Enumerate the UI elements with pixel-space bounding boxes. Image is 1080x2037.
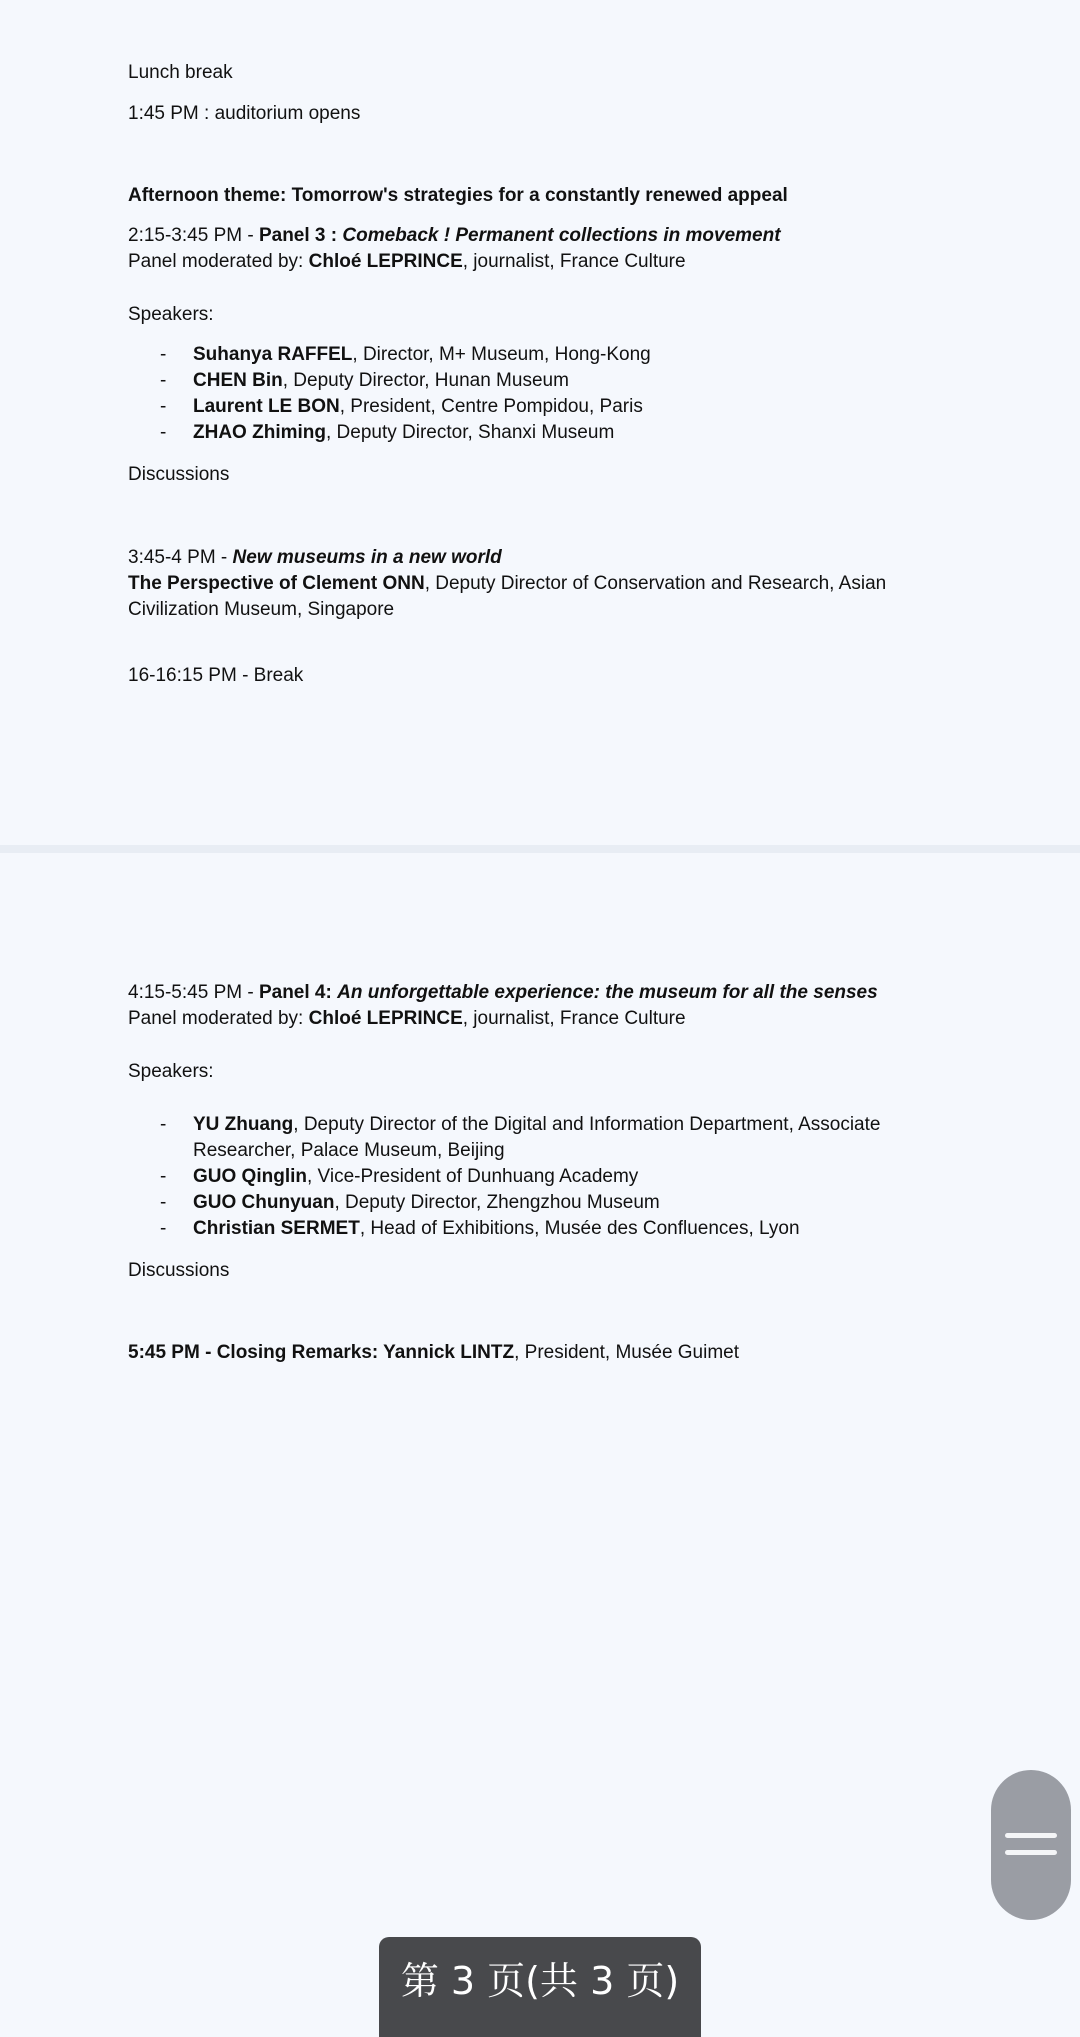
speaker-name: CHEN Bin xyxy=(193,370,283,391)
speaker-role: , Deputy Director of the Digital and Information Department, Associate xyxy=(293,1114,881,1135)
page-separator xyxy=(0,845,1080,853)
speaker-role: , Deputy Director, Shanxi Museum xyxy=(325,422,615,443)
panel4-title: An unforgettable experience: the museum for all the senses xyxy=(337,982,878,1003)
break-line: 16-16:15 PM - Break xyxy=(128,665,304,686)
speaker-role: , Head of Exhibitions, Musée des Confluences, Lyon xyxy=(359,1218,800,1239)
speaker-name: GUO Chunyuan xyxy=(193,1192,335,1213)
speaker-role: , Vice-President of Dunhuang Academy xyxy=(307,1166,639,1187)
speaker-item xyxy=(193,342,651,368)
speaker-item xyxy=(193,1190,660,1216)
speaker-item xyxy=(193,1164,638,1190)
bullet: - xyxy=(160,1114,167,1135)
moderated-prefix: Panel moderated by: xyxy=(128,1008,309,1029)
document-page-lower xyxy=(0,853,1080,2028)
moderator-role: , journalist, France Culture xyxy=(462,251,686,272)
panel3-discussions: Discussions xyxy=(128,464,230,485)
bullet: - xyxy=(160,396,167,417)
moderator-name: Chloé LEPRINCE xyxy=(308,251,463,272)
afternoon-theme-heading: Afternoon theme: Tomorrow's strategies for a constantly renewed appeal xyxy=(128,185,788,206)
new-museums-time: 3:45-4 PM - xyxy=(128,547,233,568)
speaker-role: , Deputy Director, Zhengzhou Museum xyxy=(334,1192,660,1213)
bullet: - xyxy=(160,1166,167,1187)
auditorium-opens: 1:45 PM : auditorium opens xyxy=(128,103,361,124)
speaker-item xyxy=(193,394,643,420)
panel4-speakers-label: Speakers: xyxy=(128,1061,214,1082)
perspective-role: , Deputy Director of Conservation and Research, Asian xyxy=(424,573,887,594)
speaker-item xyxy=(193,1112,880,1138)
new-museums-title: New museums in a new world xyxy=(232,547,502,568)
scroll-handle[interactable] xyxy=(991,1770,1071,1920)
speaker-name: GUO Qinglin xyxy=(193,1166,307,1187)
speaker-item xyxy=(193,420,614,446)
page-indicator: 第 3 页(共 3 页) xyxy=(379,1937,701,2037)
speaker-item xyxy=(193,1216,800,1242)
bullet: - xyxy=(160,1218,167,1239)
bullet: - xyxy=(160,344,167,365)
panel4-time: 4:15-5:45 PM - xyxy=(128,982,259,1003)
speaker-role: , Director, M+ Museum, Hong-Kong xyxy=(352,344,651,365)
bullet: - xyxy=(160,422,167,443)
panel4-discussions: Discussions xyxy=(128,1260,230,1281)
perspective-line-cont: Civilization Museum, Singapore xyxy=(128,599,395,620)
speaker-name: ZHAO Zhiming xyxy=(193,422,326,443)
document-page-upper xyxy=(0,0,1080,845)
speaker-item xyxy=(193,368,569,394)
panel4-label: Panel 4: xyxy=(258,982,338,1003)
closing-remarks xyxy=(128,1340,739,1366)
closing-remarks-title: 5:45 PM - Closing Remarks: Yannick LINTZ xyxy=(128,1342,515,1363)
hamburger-icon-line xyxy=(1005,1850,1057,1855)
speaker-name: Christian SERMET xyxy=(193,1218,360,1239)
panel3-title: Comeback ! Permanent collections in movement xyxy=(342,225,781,246)
closing-remarks-role: , President, Musée Guimet xyxy=(514,1342,740,1363)
speaker-role: , Deputy Director, Hunan Museum xyxy=(282,370,569,391)
moderator-role: , journalist, France Culture xyxy=(462,1008,686,1029)
moderator-name: Chloé LEPRINCE xyxy=(308,1008,463,1029)
panel3-moderator-line xyxy=(128,249,686,275)
panel3-label: Panel 3 : xyxy=(258,225,343,246)
hamburger-icon xyxy=(1005,1833,1057,1838)
perspective-title: The Perspective of Clement ONN xyxy=(128,573,425,594)
panel3-time: 2:15-3:45 PM - xyxy=(128,225,259,246)
panel3-heading xyxy=(128,223,781,249)
speaker-name: Laurent LE BON xyxy=(193,396,340,417)
panel4-heading xyxy=(128,980,878,1006)
panel4-moderator-line xyxy=(128,1006,686,1032)
speaker-role: , President, Centre Pompidou, Paris xyxy=(339,396,643,417)
panel3-speakers-label: Speakers: xyxy=(128,304,214,325)
moderated-prefix: Panel moderated by: xyxy=(128,251,309,272)
bullet: - xyxy=(160,370,167,391)
speaker-name: Suhanya RAFFEL xyxy=(193,344,353,365)
perspective-line xyxy=(128,571,886,597)
speaker-name: YU Zhuang xyxy=(193,1114,294,1135)
new-museums-heading xyxy=(128,545,502,571)
bullet: - xyxy=(160,1192,167,1213)
lunch-break: Lunch break xyxy=(128,62,233,83)
speaker-item-cont: Researcher, Palace Museum, Beijing xyxy=(193,1140,505,1161)
